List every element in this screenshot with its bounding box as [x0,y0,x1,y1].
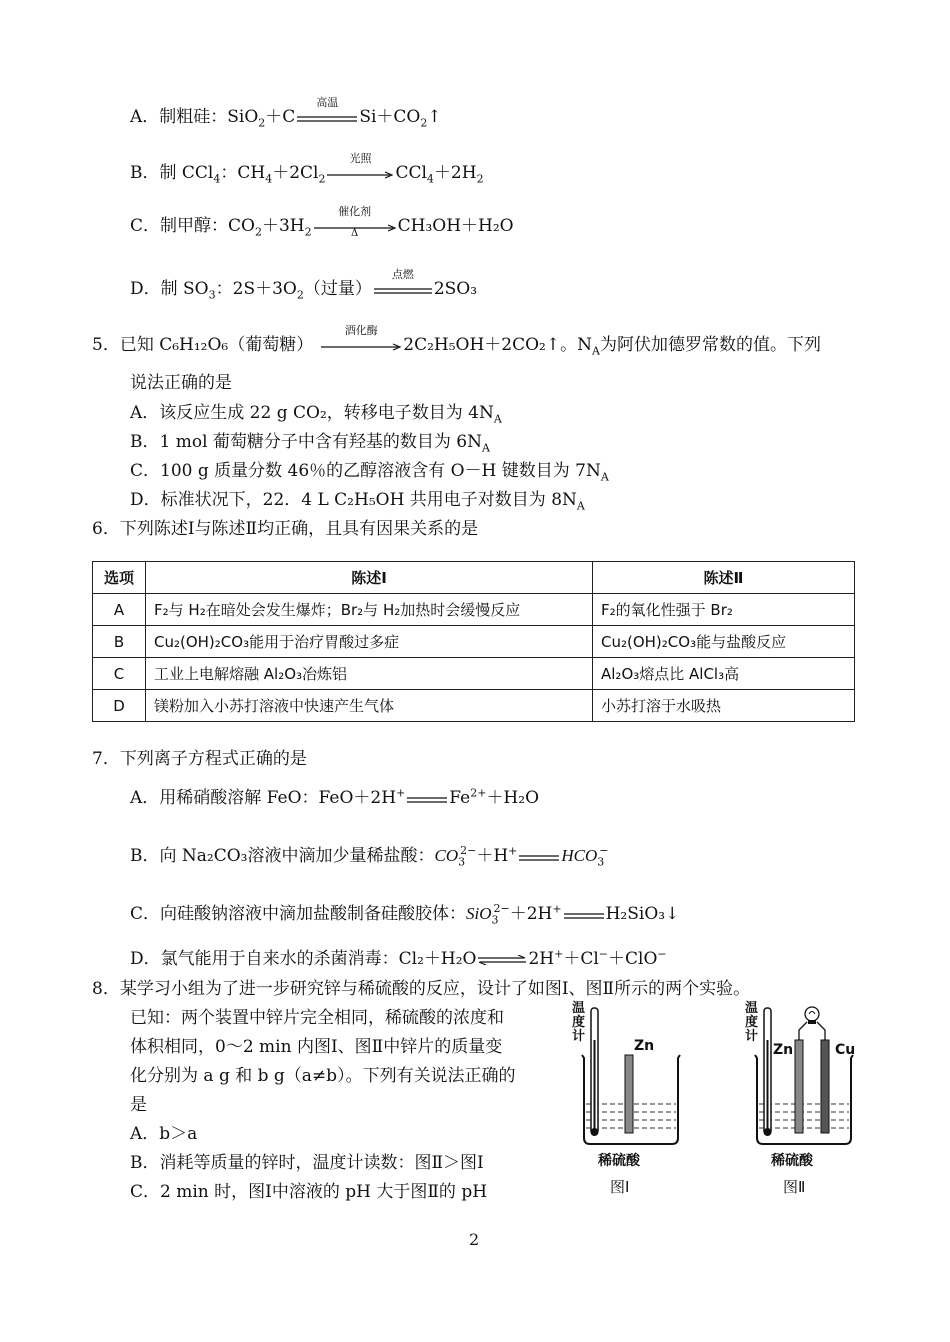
reaction-condition: 点燃 [391,267,414,281]
q4-option-d: D．制 $SO_3$：$2S+3O_2$（过量） 点燃 2SO₃ [130,278,477,301]
arrow-right-icon [327,171,393,179]
q8-stem: 8．某学习小组为了进一步研究锌与稀硫酸的反应，设计了如图Ⅰ、图Ⅱ所示的两个实验。 [92,979,751,999]
q7-option-c: C．向硅酸钠溶液中滴加盐酸制备硅酸胶体：SiO$_3^{2-}$＋2H+ H₂SiO₃↓ [130,902,680,927]
beaker-zn-diagram [572,1000,692,1150]
reversible-arrow-icon [478,955,526,965]
table-cell: 小苏打溶于水吸热 [593,690,855,722]
arrow-right-icon [321,343,401,351]
q7-option-a: A．用稀硝酸溶解 FeO：FeO＋2H+ $Fe^{2+}+H_2O$ [130,786,540,808]
beaker-zn-cu-diagram [745,1000,875,1150]
q6-stem: 6．下列陈述Ⅰ与陈述Ⅱ均正确，且具有因果关系的是 [92,519,479,539]
q5-option-c: C．100 g 质量分数 46％的乙醇溶液含有 O－H 键数目为 $7N_A$ [130,461,609,484]
table-cell: F₂与 H₂在暗处会发生爆炸；Br₂与 H₂加热时会缓慢反应 [146,594,593,626]
acid-label: 稀硫酸 [598,1153,640,1169]
reaction-condition: 催化剂 [338,204,372,218]
reaction-condition: 光照 [349,151,372,165]
q6-table [92,561,855,722]
reaction-condition: 酒化酶 [344,323,378,337]
q8-option-a: A．b＞a [130,1124,198,1144]
table-header: 陈述Ⅰ [146,562,593,594]
table-cell: Al₂O₃熔点比 AlCl₃高 [593,658,855,690]
table-row [93,658,855,690]
equals-sign-icon [297,115,357,123]
q8-option-b: B．消耗等质量的锌时，温度计读数：图Ⅱ＞图Ⅰ [130,1153,484,1173]
figure-caption: 图Ⅱ [783,1178,806,1196]
table-cell: B [93,626,146,658]
equals-sign-icon [564,912,604,920]
table-cell: A [93,594,146,626]
table-cell: Cu₂(OH)₂CO₃能与盐酸反应 [593,626,855,658]
figure-2 [745,1000,875,1200]
reaction-condition: Δ [350,227,359,239]
equals-sign-icon [407,796,447,804]
figure-caption: 图Ⅰ [610,1178,630,1196]
table-header: 选项 [93,562,146,594]
table-row [93,626,855,658]
table-row [93,690,855,722]
equals-sign-icon [519,854,559,862]
q4-option-c: C．制甲醇：$CO_2+3H_2$ 催化剂 Δ CH₃OH＋H₂O [130,215,514,238]
q5-option-b: B．1 mol 葡萄糖分子中含有羟基的数目为 $6N_A$ [130,432,490,455]
cu-label: Cu [835,1042,856,1058]
table-header-row [93,562,855,594]
table-cell: D [93,690,146,722]
table-cell: 工业上电解熔融 Al₂O₃冶炼铝 [146,658,593,690]
reaction-condition: 高温 [316,95,339,109]
page-number: 2 [469,1230,480,1249]
acid-label: 稀硫酸 [771,1153,813,1169]
q7-option-d: D．氯气能用于自来水的杀菌消毒：Cl₂＋H₂O 2H+＋Cl−＋ClO− [130,947,667,969]
q8-option-c: C．2 min 时，图Ⅰ中溶液的 pH 大于图Ⅱ的 pH [130,1182,488,1202]
q5-option-a: A．该反应生成 22 g CO₂，转移电子数目为 $4N_A$ [130,403,502,426]
zn-label: Zn [634,1038,655,1054]
thermometer-label: 温度计 [572,1001,586,1044]
q5-option-d: D．标准状况下，22．4 L C₂H₅OH 共用电子对数目为 $8N_A$ [130,490,585,513]
q7-stem: 7．下列离子方程式正确的是 [92,749,307,769]
q7-option-b: B．向 Na₂CO₃溶液中滴加少量稀盐酸：$CO_3^{2-}+H^+$ $HCO_3^-$ [130,844,609,869]
q8-text-line: 化分别为 a g 和 b g（a≠b）。下列有关说法正确的 [130,1066,516,1086]
table-cell: Cu₂(OH)₂CO₃能用于治疗胃酸过多症 [146,626,593,658]
q4-option-a: A．制粗硅：SiO$_2$＋C 高温 $Si+CO_2↑$ [130,106,442,129]
q5-stem-line2: 说法正确的是 [130,373,232,393]
table-cell: F₂的氧化性强于 Br₂ [593,594,855,626]
q5-stem: 5．已知 C₆H₁₂O₆（葡萄糖） 酒化酶 2C₂H₅OH＋2CO₂↑。$N_A$为阿伏加德罗常数的值。下列 [92,334,821,357]
table-header: 陈述Ⅱ [593,562,855,594]
zn-label: Zn [773,1042,794,1058]
table-cell: C [93,658,146,690]
table-cell: 镁粉加入小苏打溶液中快速产生气体 [146,690,593,722]
figure-1 [572,1000,692,1200]
equals-sign-icon [374,287,432,295]
thermometer-label: 温度计 [745,1001,759,1044]
q8-text-line: 是 [130,1095,147,1115]
q4-option-b: B．制 CCl$_4$：$CH_4+2Cl_2$ 光照 $CCl_4+2H_2$ [130,162,484,185]
table-row [93,594,855,626]
q8-text-line: 已知：两个装置中锌片完全相同，稀硫酸的浓度和 [130,1008,504,1028]
q8-text-line: 体积相同，0～2 min 内图Ⅰ、图Ⅱ中锌片的质量变 [130,1037,503,1057]
